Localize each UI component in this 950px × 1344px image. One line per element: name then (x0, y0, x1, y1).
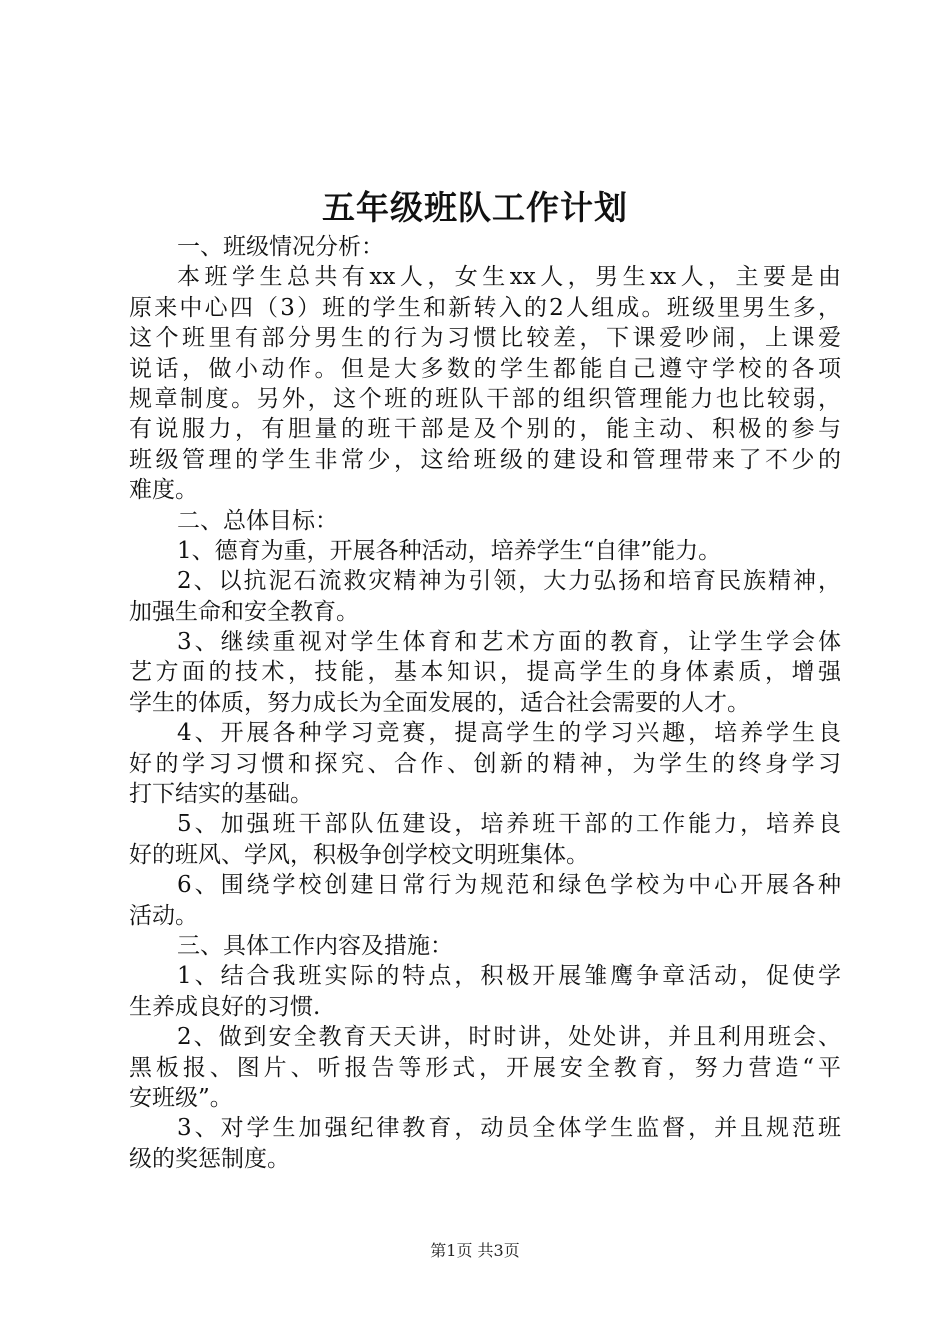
text-line: 黑板报、图片、听报告等形式，开展安全教育，努力营造“平 (129, 1054, 841, 1081)
text-line: 6、围绕学校创建日常行为规范和绿色学校为中心开展各种 (177, 872, 841, 899)
text-line: 艺方面的技术，技能，基本知识，提高学生的身体素质，增强 (129, 659, 841, 686)
text-line: 本班学生总共有xx人，女生xx人，男生xx人，主要是由 (177, 264, 841, 291)
text-line: 加强生命和安全教育。 (129, 598, 359, 625)
text-line: 一、班级情况分析： (177, 234, 384, 260)
text-line: 3、继续重视对学生体育和艺术方面的教育，让学生学会体 (177, 629, 841, 656)
text-line: 生养成良好的习惯. (129, 993, 321, 1020)
text-line: 1、德育为重，开展各种活动，培养学生“自律”能力。 (177, 537, 722, 564)
text-line: 1、结合我班实际的特点，积极开展雏鹰争章活动，促使学 (177, 963, 841, 990)
text-line: 5、加强班干部队伍建设，培养班干部的工作能力，培养良 (177, 811, 841, 838)
text-line: 有说服力，有胆量的班干部是及个别的，能主动、积极的参与 (129, 416, 841, 443)
text-line: 三、具体工作内容及措施： (177, 932, 453, 959)
text-line: 这个班里有部分男生的行为习惯比较差，下课爱吵闹，上课爱 (129, 325, 841, 352)
text-line: 原来中心四（3）班的学生和新转入的2人组成。班级里男生多， (129, 294, 841, 321)
text-line: 3、对学生加强纪律教育，动员全体学生监督，并且规范班 (177, 1115, 841, 1142)
text-line: 活动。 (129, 902, 198, 929)
text-line: 打下结实的基础。 (129, 781, 313, 808)
text-line: 4、开展各种学习竞赛，提高学生的学习兴趣，培养学生良 (177, 720, 841, 747)
text-line: 2、以抗泥石流救灾精神为引领，大力弘扬和培育民族精神， (177, 568, 841, 595)
text-line: 难度。 (129, 477, 198, 504)
page-footer: 第1页 共3页 (430, 1241, 520, 1260)
text-line: 好的学习习惯和探究、合作、创新的精神，为学生的终身学习 (129, 750, 841, 777)
document-title: 五年级班队工作计划 (322, 188, 628, 227)
text-line: 说话，做小动作。但是大多数的学生都能自己遵守学校的各项 (129, 355, 841, 382)
text-line: 规章制度。另外，这个班的班队干部的组织管理能力也比较弱， (129, 385, 841, 412)
text-line: 级的奖惩制度。 (129, 1145, 290, 1172)
text-line: 班级管理的学生非常少，这给班级的建设和管理带来了不少的 (129, 446, 841, 473)
document-body (129, 232, 841, 1174)
text-line: 安班级”。 (129, 1084, 233, 1111)
text-line: 2、做到安全教育天天讲，时时讲，处处讲，并且利用班会、 (177, 1024, 841, 1051)
text-line: 学生的体质，努力成长为全面发展的，适合社会需要的人才。 (129, 689, 750, 716)
text-line: 二、总体目标： (177, 507, 338, 534)
text-line: 好的班风、学风，积极争创学校文明班集体。 (129, 841, 589, 868)
